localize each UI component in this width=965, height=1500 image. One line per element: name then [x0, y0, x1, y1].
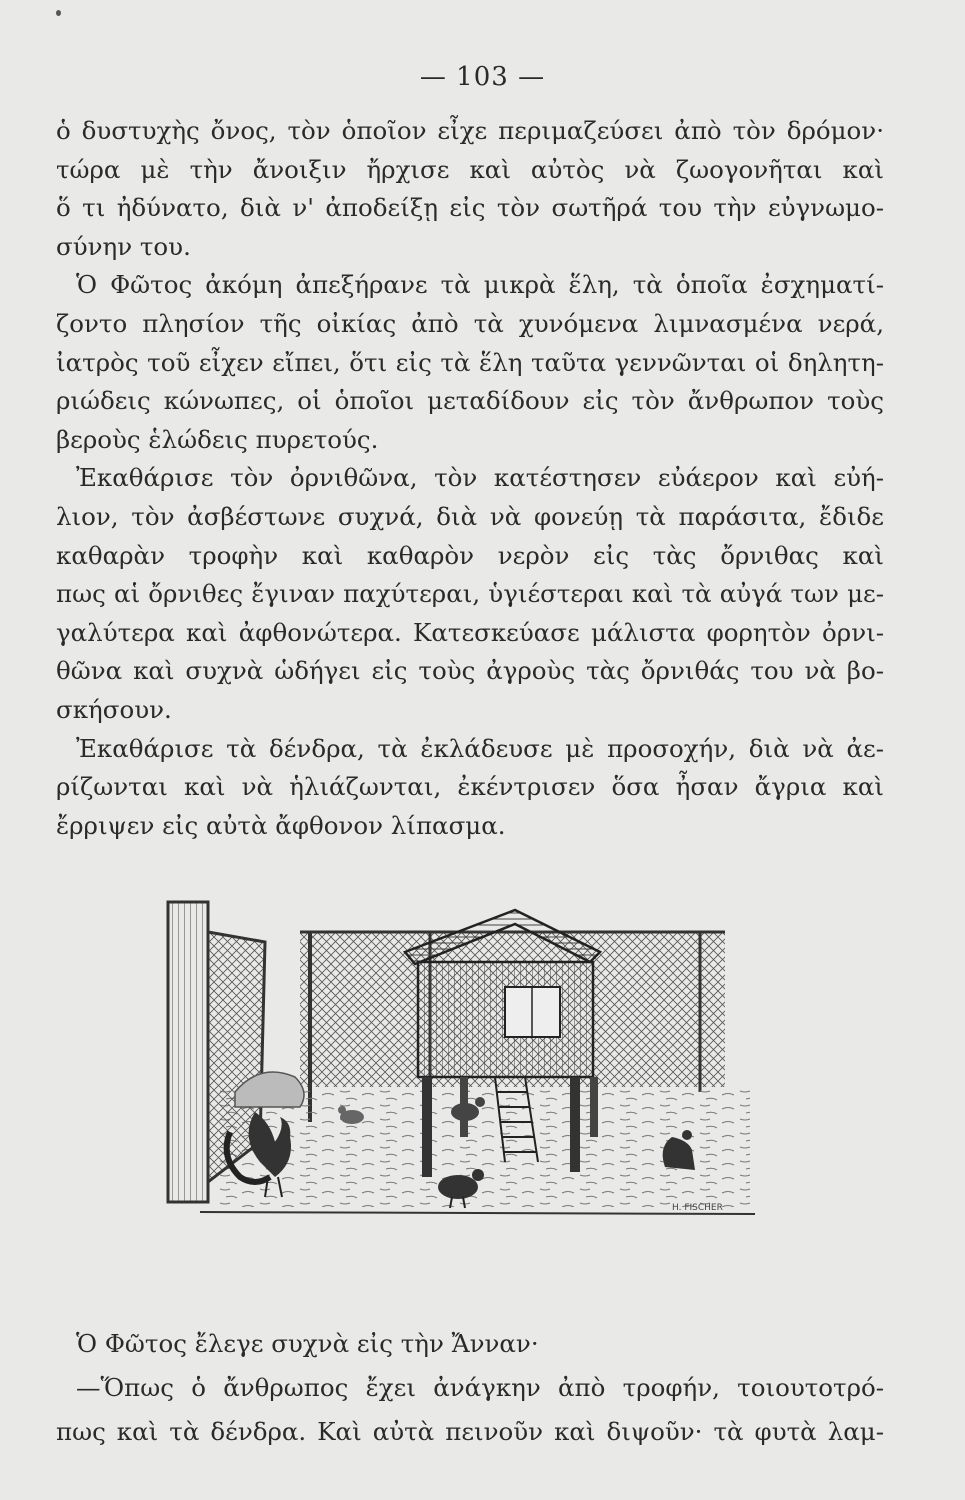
text-line: ἰατρὸς τοῦ εἶχεν εἴπει, ὅτι εἰς τὰ ἕλη ταῦτα γεννῶνται οἱ δηλητη- [56, 347, 884, 377]
chicken-coop-drawing [160, 892, 760, 1232]
main-text [56, 112, 884, 845]
continuation-text [56, 1322, 884, 1454]
text-line: βεροὺς ἑλώδεις πυρετούς. [56, 424, 379, 454]
scan-speck [56, 10, 61, 16]
coop-leg [422, 1077, 432, 1177]
chicken-coop-illustration [160, 892, 760, 1232]
text-line: ἔρριψεν εἰς αὐτὰ ἄφθονον λίπασμα. [56, 810, 506, 840]
text-line: ζοντο πλησίον τῆς οἰκίας ἀπὸ τὰ χυνόμενα λιμνασμένα νερά, [56, 308, 884, 338]
text-line: σκήσουν. [56, 694, 172, 724]
text-line: ὁ δυστυχὴς ὄνος, τὸν ὁποῖον εἶχε περιμαζεύσει ἀπὸ τὸν δρόμον· [56, 116, 884, 145]
text-line: Ἐκαθάρισε τὰ δένδρα, τὰ ἐκλάδευσε μὲ προσοχήν, διὰ νὰ ἀε- [76, 733, 884, 763]
text-line: —Ὅπως ὁ ἄνθρωπος ἔχει ἀνάγκην ἀπὸ τροφήν, τοιουτοτρό- [76, 1373, 884, 1402]
yard-wall [168, 902, 208, 1202]
text-line: πως καὶ τὰ δένδρα. Καὶ αὐτὰ πεινοῦν καὶ διψοῦν· τὰ φυτὰ λαμ- [56, 1417, 884, 1446]
page-number: — 103 — [419, 62, 546, 92]
text-line: Ὁ Φῶτος ἀκόμη ἀπεξήρανε τὰ μικρὰ ἕλη, τὰ ὁποῖα ἐσχηματί- [76, 270, 884, 300]
illustration-signature: H. FISCHER [672, 1203, 723, 1213]
text-line: Ἐκαθάρισε τὸν ὀρνιθῶνα, τὸν κατέστησεν εὐάερον καὶ εὐή- [76, 463, 884, 493]
text-line: θῶνα καὶ συχνὰ ὡδήγει εἰς τοὺς ἀγροὺς τὰς ὄρνιθάς του νὰ βο- [56, 656, 884, 686]
text-line: ριώδεις κώνωπες, οἱ ὁποῖοι μεταδίδουν εἰς τὸν ἄνθρωπον τοὺς [56, 386, 884, 416]
coop-leg [570, 1077, 580, 1172]
text-line: λιον, τὸν ἀσβέστωνε συχνά, διὰ νὰ φονεύῃ τὰ παράσιτα, ἔδιδε [56, 501, 884, 531]
text-line: σύνην του. [56, 231, 191, 261]
text-line: ρίζωνται καὶ νὰ ἡλιάζωνται, ἐκέντρισεν ὅσα ἦσαν ἄγρια καὶ [56, 772, 884, 802]
text-line: ὅ τι ἠδύνατο, διὰ ν' ἀποδείξῃ εἰς τὸν σωτῆρά του τὴν εὐγνωμο- [56, 193, 884, 223]
text-line: καθαρὰν τροφὴν καὶ καθαρὸν νερὸν εἰς τὰς ὄρνιθας καὶ [56, 540, 884, 570]
text-line: Ὁ Φῶτος ἔλεγε συχνὰ εἰς τὴν Ἄνναν· [76, 1329, 539, 1358]
text-line: γαλύτερα καὶ ἀφθονώτερα. Κατεσκεύασε μάλιστα φορητὸν ὀρνι- [56, 617, 884, 647]
text-line: τώρα μὲ τὴν ἄνοιξιν ἤρχισε καὶ αὐτὸς νὰ ζωογονῆται καὶ [56, 154, 884, 184]
text-line: πως αἱ ὄρνιθες ἔγιναν παχύτεραι, ὑγιέστεραι καὶ τὰ αὐγά των με- [56, 579, 884, 609]
